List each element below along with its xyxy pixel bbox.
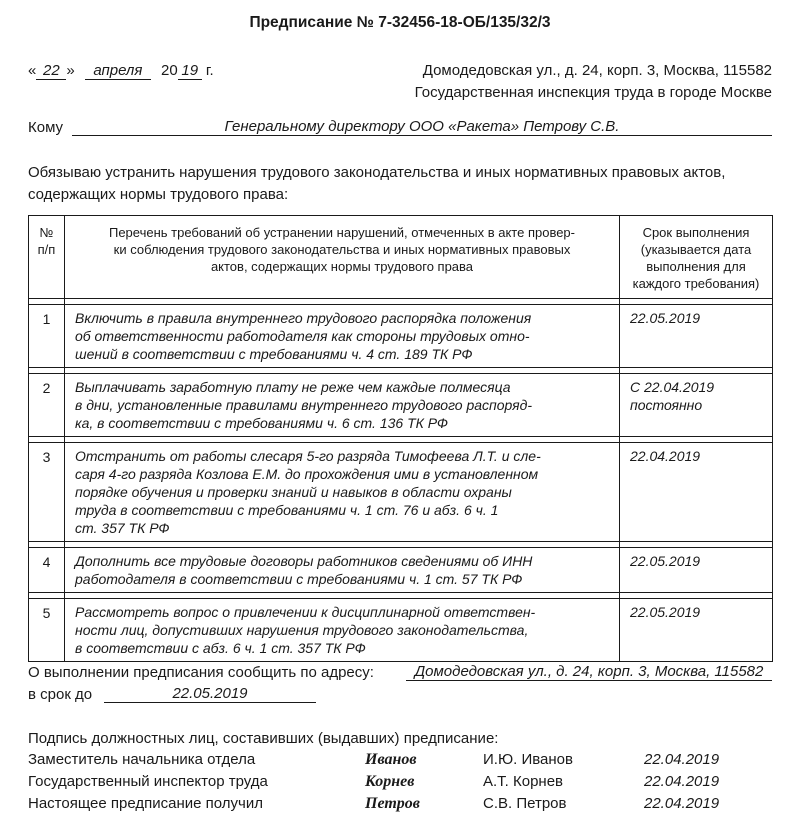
table-row — [29, 599, 773, 662]
signature-date: 22.04.2019 — [644, 773, 720, 790]
table-row — [29, 548, 773, 593]
signatures-heading: Подпись должностных лиц, составивших (выдавших) предписание: — [28, 730, 499, 747]
date-year-suffix: 19 — [178, 63, 202, 80]
table-row — [29, 305, 773, 368]
table-header-row — [29, 216, 773, 299]
address-line: Домодедовская ул., д. 24, корп. 3, Москва, 115582 — [422, 62, 772, 79]
row-deadline: С 22.04.2019 постоянно — [620, 374, 773, 437]
inspection-name: Государственная инспекция труда в городе Москве — [414, 84, 772, 101]
handwritten-signature: Иванов — [365, 751, 417, 768]
signature-name: А.Т. Корнев — [483, 773, 564, 790]
header-requirements: Перечень требований об устранении нарушений, отмеченных в акте провер- ки соблюдения трудового законодательства и иных нормативных правовых актов, содержащих нормы трудового права — [65, 216, 620, 299]
requirements-table — [28, 215, 773, 662]
row-num: 4 — [29, 548, 65, 593]
date-year-unit: г. — [205, 62, 214, 79]
table-row — [29, 374, 773, 437]
signature-row — [28, 773, 772, 795]
signature-date: 22.04.2019 — [644, 795, 720, 812]
row-deadline: 22.05.2019 — [620, 599, 773, 662]
row-deadline: 22.05.2019 — [620, 305, 773, 368]
row-requirement: Рассмотреть вопрос о привлечении к дисциплинарной ответствен- ности лиц, допустивших нарушения трудового законодательства, в соответствии с абз. 6 ч. 1 ст. 357 ТК РФ — [65, 599, 620, 662]
row-requirement: Выплачивать заработную плату не реже чем каждые полмесяца в дни, установленные правилами внутреннего трудового распоряд- ка, в соответствии с требованиями ч. 6 ст. 136 ТК РФ — [65, 374, 620, 437]
signature-name: И.Ю. Иванов — [483, 751, 573, 768]
date-open-quote: « — [28, 62, 37, 79]
addressee-value: Генеральному директору ООО «Ракета» Петрову С.В. — [72, 119, 772, 136]
deadline-value: 22.05.2019 — [104, 686, 316, 703]
document-title: Предписание № 7-32456-18-ОБ/135/32/3 — [249, 14, 551, 31]
intro-text — [28, 162, 725, 206]
deadline-label: в срок до — [28, 686, 93, 703]
addressee-label: Кому — [28, 119, 64, 136]
date-month: апреля — [85, 63, 151, 80]
handwritten-signature: Корнев — [365, 773, 415, 790]
signature-row — [28, 751, 772, 773]
row-num: 3 — [29, 443, 65, 542]
signature-row — [28, 795, 772, 817]
row-requirement: Отстранить от работы слесаря 5-го разряда Тимофеева Л.Т. и сле- саря 4-го разряда Козлова Е.М. до прохождения ими в установленном порядке обучения и проверки знаний и навыков в области охраны труда в соответствии с требованиями ч. 1 ст. 76 и абз. 6 ч. 1 ст. 357 ТК РФ — [65, 443, 620, 542]
row-num: 1 — [29, 305, 65, 368]
row-num: 5 — [29, 599, 65, 662]
issuer-address — [415, 60, 772, 104]
date-day: 22 — [36, 63, 66, 80]
signature-position: Государственный инспектор труда — [28, 773, 268, 790]
handwritten-signature: Петров — [365, 795, 420, 812]
intro-line: содержащих нормы трудового права: — [28, 186, 289, 203]
header-deadline: Срок выполнения (указывается дата выполнения для каждого требования) — [620, 216, 773, 299]
table-row — [29, 443, 773, 542]
signature-date: 22.04.2019 — [644, 751, 720, 768]
date-year-prefix: 20 — [161, 62, 178, 79]
date-close-quote: » — [66, 62, 75, 79]
report-label: О выполнении предписания сообщить по адресу: — [28, 664, 374, 681]
row-deadline: 22.04.2019 — [620, 443, 773, 542]
row-deadline: 22.05.2019 — [620, 548, 773, 593]
report-address: Домодедовская ул., д. 24, корп. 3, Москва, 115582 — [406, 664, 772, 681]
signature-name: С.В. Петров — [483, 795, 567, 812]
signature-position: Настоящее предписание получил — [28, 795, 263, 812]
row-requirement: Включить в правила внутреннего трудового распорядка положения об ответственности работодателя как стороны трудовых отно- шений в соответствии с требованиями ч. 4 ст. 189 ТК РФ — [65, 305, 620, 368]
intro-line: Обязываю устранить нарушения трудового законодательства и иных нормативных правовых актов, — [28, 164, 726, 181]
document-date — [28, 62, 214, 80]
header-num: № п/п — [29, 216, 65, 299]
signature-position: Заместитель начальника отдела — [28, 751, 256, 768]
row-requirement: Дополнить все трудовые договоры работников сведениями об ИНН работодателя в соответствии с требованиями ч. 1 ст. 57 ТК РФ — [65, 548, 620, 593]
row-num: 2 — [29, 374, 65, 437]
